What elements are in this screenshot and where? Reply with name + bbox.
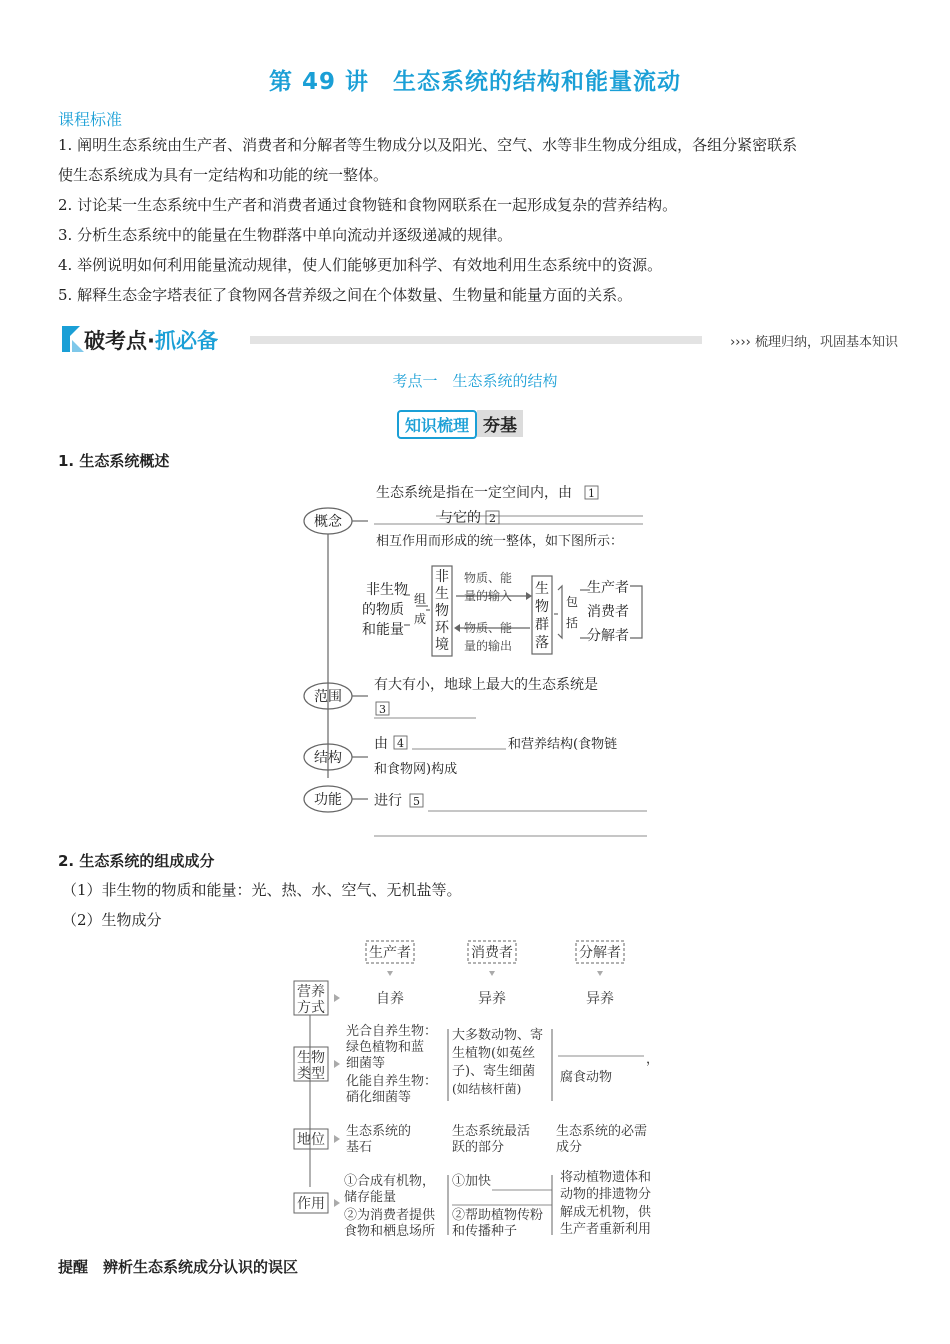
role-d-2: 动物的排遗物分 — [560, 1187, 652, 1202]
role-c-1: ①加快 — [452, 1174, 492, 1189]
env-1: 非 — [435, 569, 449, 585]
item-1: （1）非生物的物质和能量：光、热、水、空气、无机盐等。 — [62, 881, 462, 899]
nonbio-3: 和能量 — [362, 622, 404, 638]
structure-node: 结构 — [314, 750, 342, 766]
baokuo-1: 包 — [566, 595, 579, 609]
type-c-3: 子)、寄生细菌 — [452, 1064, 536, 1079]
role-p-2: 储存能量 — [344, 1190, 397, 1205]
type-p-4: 化能自养生物： — [346, 1074, 438, 1089]
comm-3: 群 — [535, 617, 549, 633]
biological-components-diagram — [280, 935, 680, 1247]
type-p-3: 细菌等 — [346, 1056, 386, 1071]
function-node: 功能 — [314, 792, 342, 808]
type-c-4: (如结核杆菌) — [452, 1082, 522, 1096]
section-banner — [58, 322, 898, 358]
role-p-1: ①合成有机物， — [344, 1174, 436, 1189]
input-2: 量的输入 — [464, 589, 513, 603]
comm-2: 物 — [535, 599, 549, 615]
role-c-2: ②帮助植物传粉 — [452, 1208, 544, 1223]
col-decomposer: 分解者 — [579, 945, 621, 961]
nonbio-1: 非生物 — [366, 582, 408, 598]
standard-3: 3. 分析生态系统中的能量在生物群落中单向流动并逐级递减的规律。 — [58, 226, 513, 244]
output-1: 物质、能 — [464, 621, 513, 635]
decomposer-text: 分解者 — [587, 628, 629, 644]
nutrition-producer: 自养 — [376, 991, 404, 1007]
role-d-1: 将动植物遗体和 — [560, 1170, 652, 1185]
standard-5: 5. 解释生态金字塔表征了食物网各营养级之间在个体数量、生物量和能量方面的关系。 — [58, 286, 633, 304]
role-p-3: ②为消费者提供 — [344, 1208, 436, 1223]
env-3: 物 — [435, 603, 449, 619]
producer-text: 生产者 — [587, 580, 629, 596]
col-consumer: 消费者 — [471, 945, 513, 961]
banner-title: 破考点·抓必备 — [84, 329, 218, 353]
concept-line-1: 生态系统是指在一定空间内，由 — [376, 485, 572, 501]
type-d-1: ， — [646, 1052, 660, 1067]
blank-4: 4 — [397, 737, 404, 750]
kaodian-subtitle: 考点一 生态系统的结构 — [392, 372, 558, 390]
row-role: 作用 — [297, 1196, 325, 1212]
row-status: 地位 — [297, 1132, 325, 1148]
status-d-2: 成分 — [556, 1140, 583, 1155]
struct-a: 由 — [374, 736, 388, 752]
role-p-4: 食物和栖息场所 — [344, 1224, 436, 1239]
standard-label: 课程标准 — [58, 110, 123, 129]
role-d-3: 解成无机物，供 — [560, 1205, 652, 1220]
nutrition-decomposer: 异养 — [586, 991, 614, 1007]
status-c-2: 跃的部分 — [452, 1140, 505, 1155]
blank-3: 3 — [379, 703, 386, 716]
section-1-heading: 1. 生态系统概述 — [58, 452, 170, 470]
knowledge-badge: 知识梳理 夯基 — [397, 410, 523, 438]
env-4: 环 — [435, 620, 449, 636]
role-d-4: 生产者重新利用 — [560, 1222, 652, 1237]
col-producer: 生产者 — [369, 945, 411, 961]
nonbio-2: 的物质 — [362, 602, 404, 618]
scope-node: 范围 — [314, 689, 342, 705]
type-p-2: 绿色植物和蓝 — [346, 1040, 425, 1055]
banner-right-text: ›››› 梳理归纳，巩固基本知识 — [730, 335, 898, 350]
input-1: 物质、能 — [464, 571, 513, 585]
comm-1: 生 — [535, 581, 549, 597]
baokuo-2: 括 — [566, 616, 579, 630]
section-2-heading: 2. 生态系统的组成成分 — [58, 852, 215, 870]
standards-list — [58, 130, 898, 310]
type-p-5: 硝化细菌等 — [346, 1090, 412, 1105]
nutrition-consumer: 异养 — [478, 991, 506, 1007]
zucheng-2: 成 — [414, 612, 427, 626]
comm-4: 落 — [535, 635, 549, 651]
banner-bracket-icon — [58, 322, 86, 358]
struct-b: 和营养结构(食物链 — [508, 737, 618, 752]
standard-1: 1. 阐明生态系统由生产者、消费者和分解者等生物成分以及阳光、空气、水等非生物成分组成，各组分紧密联系 — [58, 136, 798, 154]
blank-2: 2 — [489, 512, 496, 525]
type-c-2: 生植物(如菟丝 — [452, 1046, 536, 1061]
struct-line-2: 和食物网)构成 — [374, 762, 458, 777]
standard-1-cont: 使生态系统成为具有一定结构和功能的统一整体。 — [58, 166, 389, 184]
blank-1: 1 — [588, 487, 595, 500]
item-2: （2）生物成分 — [62, 911, 162, 929]
banner-bar — [250, 336, 702, 344]
concept-line-2: 与它的 — [439, 510, 481, 526]
blank-5: 5 — [413, 795, 420, 808]
output-2: 量的输出 — [464, 639, 513, 653]
scope-line-1: 有大有小，地球上最大的生态系统是 — [374, 677, 598, 693]
row-nutrition-1: 营养 — [297, 984, 325, 1000]
status-p-1: 生态系统的 — [346, 1124, 412, 1139]
type-p-1: 光合自养生物： — [346, 1024, 438, 1039]
type-d-2: 腐食动物 — [560, 1070, 613, 1085]
status-c-1: 生态系统最活 — [452, 1124, 531, 1139]
row-type-2: 类型 — [297, 1066, 325, 1082]
concept-line-3: 相互作用而形成的统一整体，如下图所示： — [376, 534, 624, 549]
row-type-1: 生物 — [297, 1050, 325, 1066]
func-line-1: 进行 — [374, 793, 402, 809]
standard-2: 2. 讨论某一生态系统中生产者和消费者通过食物链和食物网联系在一起形成复杂的营养结构。 — [58, 196, 678, 214]
row-nutrition-2: 方式 — [297, 1000, 325, 1016]
standard-4: 4. 举例说明如何利用能量流动规律，使人们能够更加科学、有效地利用生态系统中的资源。 — [58, 256, 663, 274]
zucheng-1: 组 — [414, 592, 427, 606]
consumer-text: 消费者 — [587, 604, 629, 620]
status-p-2: 基石 — [346, 1140, 373, 1155]
env-5: 境 — [435, 637, 449, 653]
status-d-1: 生态系统的必需 — [556, 1124, 648, 1139]
page-title: 第 49 讲 生态系统的结构和能量流动 — [268, 69, 682, 95]
concept-node: 概念 — [314, 514, 342, 530]
ecosystem-overview-diagram — [290, 478, 670, 844]
type-c-1: 大多数动物、寄 — [452, 1028, 544, 1043]
env-2: 生 — [435, 586, 449, 602]
tip-heading: 提醒 辨析生态系统成分认识的误区 — [58, 1258, 299, 1276]
role-c-3: 和传播种子 — [452, 1224, 518, 1239]
